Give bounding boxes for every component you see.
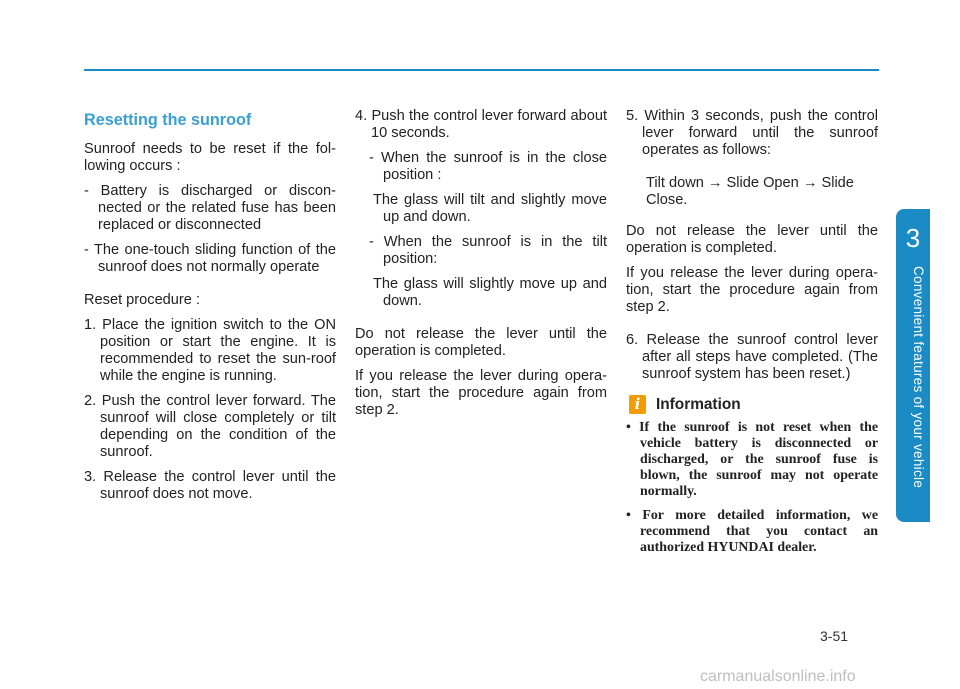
intro-text: Sunroof needs to be reset if the fol-lowing occurs :	[84, 141, 336, 174]
column-3	[626, 108, 878, 564]
procedure-label: Reset procedure :	[84, 292, 201, 308]
section-heading: Resetting the sunroof	[84, 111, 252, 129]
case-item: - When the sunroof is in the tilt position:	[369, 234, 607, 267]
case-result: The glass will tilt and slightly move up and down.	[373, 192, 607, 225]
step-item: 5. Within 3 seconds, push the control lever forward until the sunroof operates as follows:	[626, 108, 878, 158]
watermark[interactable]: carmanualsonline.info	[700, 668, 856, 685]
info-bullet: • For more detailed information, we recommend that you contact an authorized HYUNDAI dealer.	[626, 508, 878, 555]
chapter-number: 3	[905, 223, 921, 253]
note-text: If you release the lever during opera-tion, start the procedure again from step 2.	[626, 265, 878, 315]
case-item: - When the sunroof is in the close position :	[369, 150, 607, 183]
note-text: Do not release the lever until the operation is completed.	[355, 326, 607, 359]
case-result: The glass will slightly move up and down.	[373, 276, 607, 309]
step-item: 6. Release the sunroof control lever after all steps have completed. (The sunroof system has been reset.)	[626, 332, 878, 382]
information-title: Information	[656, 396, 741, 413]
column-1	[84, 108, 336, 511]
step-item: 3. Release the control lever until the sunroof does not move.	[84, 469, 336, 502]
chapter-tab[interactable]	[896, 209, 930, 522]
chapter-title: Convenient features of your vehicle	[911, 266, 926, 489]
condition-item: - Battery is discharged or discon-nected or the related fuse has been replaced or disconnected	[84, 183, 336, 233]
information-header	[626, 395, 878, 414]
condition-item: - The one-touch sliding function of the sunroof does not normally operate	[84, 242, 336, 275]
page-number: 3-51	[820, 628, 849, 644]
top-rule	[84, 69, 879, 71]
sequence-text: Tilt down → Slide Open → Slide Close.	[646, 175, 854, 208]
info-bullet: • If the sunroof is not reset when the vehicle battery is disconnected or discharged, or the sunroof fuse is blown, the sunroof may not operate normally.	[626, 420, 878, 499]
column-2	[355, 108, 607, 427]
note-text: Do not release the lever until the operation is completed.	[626, 223, 878, 256]
info-icon: i	[629, 395, 646, 414]
step-item: 1. Place the ignition switch to the ON position or start the engine. It is recommended to reset the sun-roof while the engine is running.	[84, 317, 336, 384]
note-text: If you release the lever during opera-tion, start the procedure again from step 2.	[355, 368, 607, 418]
step-item: 4. Push the control lever forward about 10 seconds.	[355, 108, 607, 141]
step-item: 2. Push the control lever forward. The sunroof will close completely or tilt depending on the condition of the sunroof.	[84, 393, 336, 460]
